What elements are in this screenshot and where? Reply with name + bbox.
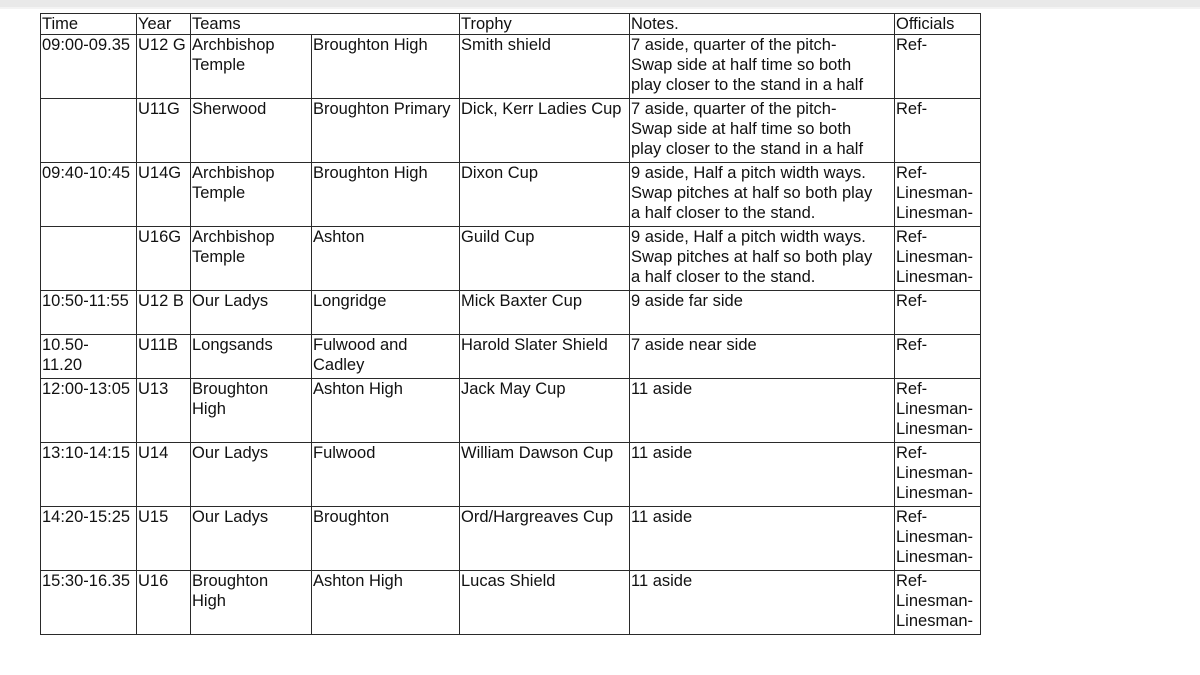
- team-home-cell: [191, 335, 312, 379]
- time-cell: [41, 571, 137, 635]
- year-cell-text: U14: [138, 444, 169, 462]
- notes-cell-line: play closer to the stand in a half: [631, 76, 864, 94]
- time-cell: [41, 379, 137, 443]
- officials-cell-line: Linesman-: [896, 528, 974, 546]
- team-home-cell: [191, 163, 312, 227]
- viewer-top-bar-shadow: [0, 7, 1200, 9]
- team-home-cell-line: Longsands: [192, 336, 273, 354]
- team-home-cell-line: Archbishop: [192, 228, 275, 246]
- year-cell: [137, 99, 191, 163]
- notes-cell: [630, 335, 895, 379]
- officials-cell: [895, 99, 981, 163]
- officials-cell-line: Linesman-: [896, 400, 974, 418]
- notes-cell: [630, 227, 895, 291]
- team-away-cell-line: Ashton High: [313, 572, 403, 590]
- table-row: [41, 35, 981, 99]
- trophy-cell: [460, 571, 630, 635]
- team-home-cell-line: High: [192, 400, 226, 418]
- officials-cell-line: Linesman-: [896, 248, 974, 266]
- notes-cell-line: 11 aside: [631, 508, 693, 526]
- trophy-cell: [460, 35, 630, 99]
- trophy-cell: [460, 99, 630, 163]
- time-cell: [41, 443, 137, 507]
- table-row: [41, 163, 981, 227]
- table-row: [41, 443, 981, 507]
- team-away-cell-line: Fulwood: [313, 444, 376, 462]
- year-cell-text: U16G: [138, 228, 182, 246]
- table-row: [41, 571, 981, 635]
- team-home-cell: [191, 227, 312, 291]
- notes-cell: [630, 571, 895, 635]
- officials-cell-line: Ref-: [896, 336, 928, 354]
- officials-cell: [895, 335, 981, 379]
- year-cell: [137, 335, 191, 379]
- time-cell: [41, 163, 137, 227]
- officials-cell-line: Linesman-: [896, 484, 974, 502]
- officials-cell: [895, 35, 981, 99]
- officials-cell: [895, 571, 981, 635]
- time-cell: [41, 227, 137, 291]
- time-cell-line: 13:10-14:15: [42, 444, 131, 462]
- notes-cell-line: 11 aside: [631, 572, 693, 590]
- notes-cell-line: 11 aside: [631, 380, 693, 398]
- header-trophy: Trophy: [460, 14, 630, 35]
- trophy-cell: [460, 443, 630, 507]
- officials-cell-line: Ref-: [896, 36, 928, 54]
- team-away-cell-line: Broughton High: [313, 36, 428, 54]
- officials-cell-line: Linesman-: [896, 612, 974, 630]
- year-cell-text: U13: [138, 380, 169, 398]
- trophy-cell: [460, 507, 630, 571]
- time-cell-line: 14:20-15:25: [42, 508, 131, 526]
- notes-cell-line: 9 aside, Half a pitch width ways.: [631, 164, 866, 182]
- year-cell: [137, 507, 191, 571]
- table-row: [41, 335, 981, 379]
- trophy-cell: [460, 335, 630, 379]
- officials-cell-line: Ref-: [896, 164, 928, 182]
- year-cell-text: U16: [138, 572, 169, 590]
- team-home-cell-line: High: [192, 592, 226, 610]
- year-cell: [137, 379, 191, 443]
- team-away-cell-line: Fulwood and: [313, 336, 408, 354]
- officials-cell: [895, 227, 981, 291]
- viewer-top-bar: [0, 0, 1200, 7]
- time-cell-line: 10:50-11:55: [42, 292, 129, 310]
- team-away-cell: [312, 379, 460, 443]
- notes-cell-line: play closer to the stand in a half: [631, 140, 864, 158]
- team-home-cell-line: Our Ladys: [192, 508, 269, 526]
- year-cell: [137, 163, 191, 227]
- team-away-cell: [312, 443, 460, 507]
- trophy-cell-text: Ord/Hargreaves Cup: [461, 508, 614, 526]
- trophy-cell-text: William Dawson Cup: [461, 444, 614, 462]
- trophy-cell: [460, 163, 630, 227]
- time-cell: [41, 291, 137, 335]
- notes-cell-line: 7 aside near side: [631, 336, 757, 354]
- table-header-row: [41, 14, 981, 35]
- time-cell-line: 11.20: [42, 356, 83, 374]
- time-cell-line: 12:00-13:05: [42, 380, 131, 398]
- header-teams: Teams: [191, 14, 312, 35]
- officials-cell: [895, 379, 981, 443]
- team-home-cell: [191, 507, 312, 571]
- officials-cell-line: Linesman-: [896, 592, 974, 610]
- time-cell: [41, 35, 137, 99]
- trophy-cell: [460, 291, 630, 335]
- team-away-cell: [312, 99, 460, 163]
- officials-cell: [895, 163, 981, 227]
- officials-cell: [895, 291, 981, 335]
- year-cell-text: U12 G: [138, 36, 186, 54]
- team-away-cell: [312, 227, 460, 291]
- trophy-cell: [460, 227, 630, 291]
- team-away-cell-line: Broughton: [313, 508, 390, 526]
- team-home-cell-line: Our Ladys: [192, 444, 269, 462]
- team-away-cell: [312, 507, 460, 571]
- team-away-cell-line: Broughton High: [313, 164, 428, 182]
- officials-cell-line: Linesman-: [896, 268, 974, 286]
- team-away-cell: [312, 335, 460, 379]
- team-away-cell-line: Broughton Primary: [313, 100, 451, 118]
- table-row: [41, 99, 981, 163]
- notes-cell-line: Swap side at half time so both: [631, 56, 852, 74]
- officials-cell-line: Linesman-: [896, 204, 974, 222]
- year-cell-text: U11G: [138, 100, 180, 118]
- year-cell: [137, 291, 191, 335]
- team-away-cell-line: Longridge: [313, 292, 387, 310]
- team-home-cell-line: Temple: [192, 248, 246, 266]
- header-teams-blank: [312, 14, 460, 35]
- officials-cell: [895, 443, 981, 507]
- team-home-cell-line: Our Ladys: [192, 292, 269, 310]
- header-officials: Officials: [895, 14, 981, 35]
- notes-cell-line: 9 aside, Half a pitch width ways.: [631, 228, 866, 246]
- table-row: [41, 379, 981, 443]
- time-cell: [41, 335, 137, 379]
- notes-cell: [630, 99, 895, 163]
- fixtures-table: [40, 13, 981, 635]
- officials-cell-line: Ref-: [896, 444, 928, 462]
- notes-cell: [630, 291, 895, 335]
- notes-cell-line: 9 aside far side: [631, 292, 743, 310]
- time-cell: [41, 507, 137, 571]
- officials-cell-line: Ref-: [896, 292, 928, 310]
- trophy-cell: [460, 379, 630, 443]
- notes-cell-line: a half closer to the stand.: [631, 268, 816, 286]
- notes-cell-line: 11 aside: [631, 444, 693, 462]
- officials-cell-line: Linesman-: [896, 420, 974, 438]
- team-home-cell-line: Archbishop: [192, 164, 275, 182]
- team-away-cell: [312, 571, 460, 635]
- year-cell-text: U14G: [138, 164, 182, 182]
- team-home-cell: [191, 291, 312, 335]
- header-time: Time: [41, 14, 137, 35]
- time-cell: [41, 99, 137, 163]
- trophy-cell-text: Jack May Cup: [461, 380, 566, 398]
- notes-cell: [630, 443, 895, 507]
- year-cell: [137, 571, 191, 635]
- officials-cell-line: Linesman-: [896, 548, 974, 566]
- team-away-cell: [312, 35, 460, 99]
- team-home-cell: [191, 35, 312, 99]
- trophy-cell-text: Dixon Cup: [461, 164, 539, 182]
- team-home-cell-line: Archbishop: [192, 36, 275, 54]
- notes-cell-line: a half closer to the stand.: [631, 204, 816, 222]
- team-home-cell: [191, 443, 312, 507]
- officials-cell-line: Linesman-: [896, 464, 974, 482]
- time-cell-line: 09:40-10:45: [42, 164, 131, 182]
- time-cell-line: 09:00-09.35: [42, 36, 131, 54]
- trophy-cell-text: Lucas Shield: [461, 572, 556, 590]
- team-away-cell-line: Ashton High: [313, 380, 403, 398]
- officials-cell-line: Ref-: [896, 380, 928, 398]
- team-home-cell-line: Temple: [192, 184, 246, 202]
- year-cell: [137, 227, 191, 291]
- notes-cell: [630, 379, 895, 443]
- year-cell-text: U15: [138, 508, 169, 526]
- team-home-cell: [191, 99, 312, 163]
- notes-cell-line: Swap pitches at half so both play: [631, 184, 873, 202]
- table-row: [41, 507, 981, 571]
- header-notes: Notes.: [630, 14, 895, 35]
- trophy-cell-text: Dick, Kerr Ladies Cup: [461, 100, 622, 118]
- officials-cell-line: Ref-: [896, 508, 928, 526]
- team-away-cell: [312, 291, 460, 335]
- officials-cell-line: Ref-: [896, 228, 928, 246]
- notes-cell: [630, 163, 895, 227]
- officials-cell: [895, 507, 981, 571]
- notes-cell: [630, 35, 895, 99]
- team-home-cell-line: Broughton: [192, 572, 269, 590]
- team-home-cell-line: Temple: [192, 56, 246, 74]
- year-cell-text: U12 B: [138, 292, 184, 310]
- trophy-cell-text: Guild Cup: [461, 228, 535, 246]
- year-cell: [137, 35, 191, 99]
- team-away-cell: [312, 163, 460, 227]
- notes-cell-line: Swap pitches at half so both play: [631, 248, 873, 266]
- notes-cell-line: 7 aside, quarter of the pitch-: [631, 100, 837, 118]
- team-away-cell-line: Cadley: [313, 356, 365, 374]
- table-row: [41, 291, 981, 335]
- year-cell: [137, 443, 191, 507]
- officials-cell-line: Ref-: [896, 100, 928, 118]
- trophy-cell-text: Mick Baxter Cup: [461, 292, 583, 310]
- notes-cell-line: 7 aside, quarter of the pitch-: [631, 36, 837, 54]
- team-home-cell: [191, 571, 312, 635]
- time-cell-line: 10.50-: [42, 336, 89, 354]
- time-cell-line: 15:30-16.35: [42, 572, 131, 590]
- notes-cell-line: Swap side at half time so both: [631, 120, 852, 138]
- trophy-cell-text: Smith shield: [461, 36, 551, 54]
- year-cell-text: U11B: [138, 336, 179, 354]
- trophy-cell-text: Harold Slater Shield: [461, 336, 608, 354]
- team-home-cell-line: Sherwood: [192, 100, 267, 118]
- header-year: Year: [137, 14, 191, 35]
- officials-cell-line: Ref-: [896, 572, 928, 590]
- team-home-cell: [191, 379, 312, 443]
- team-away-cell-line: Ashton: [313, 228, 365, 246]
- officials-cell-line: Linesman-: [896, 184, 974, 202]
- team-home-cell-line: Broughton: [192, 380, 269, 398]
- notes-cell: [630, 507, 895, 571]
- table-row: [41, 227, 981, 291]
